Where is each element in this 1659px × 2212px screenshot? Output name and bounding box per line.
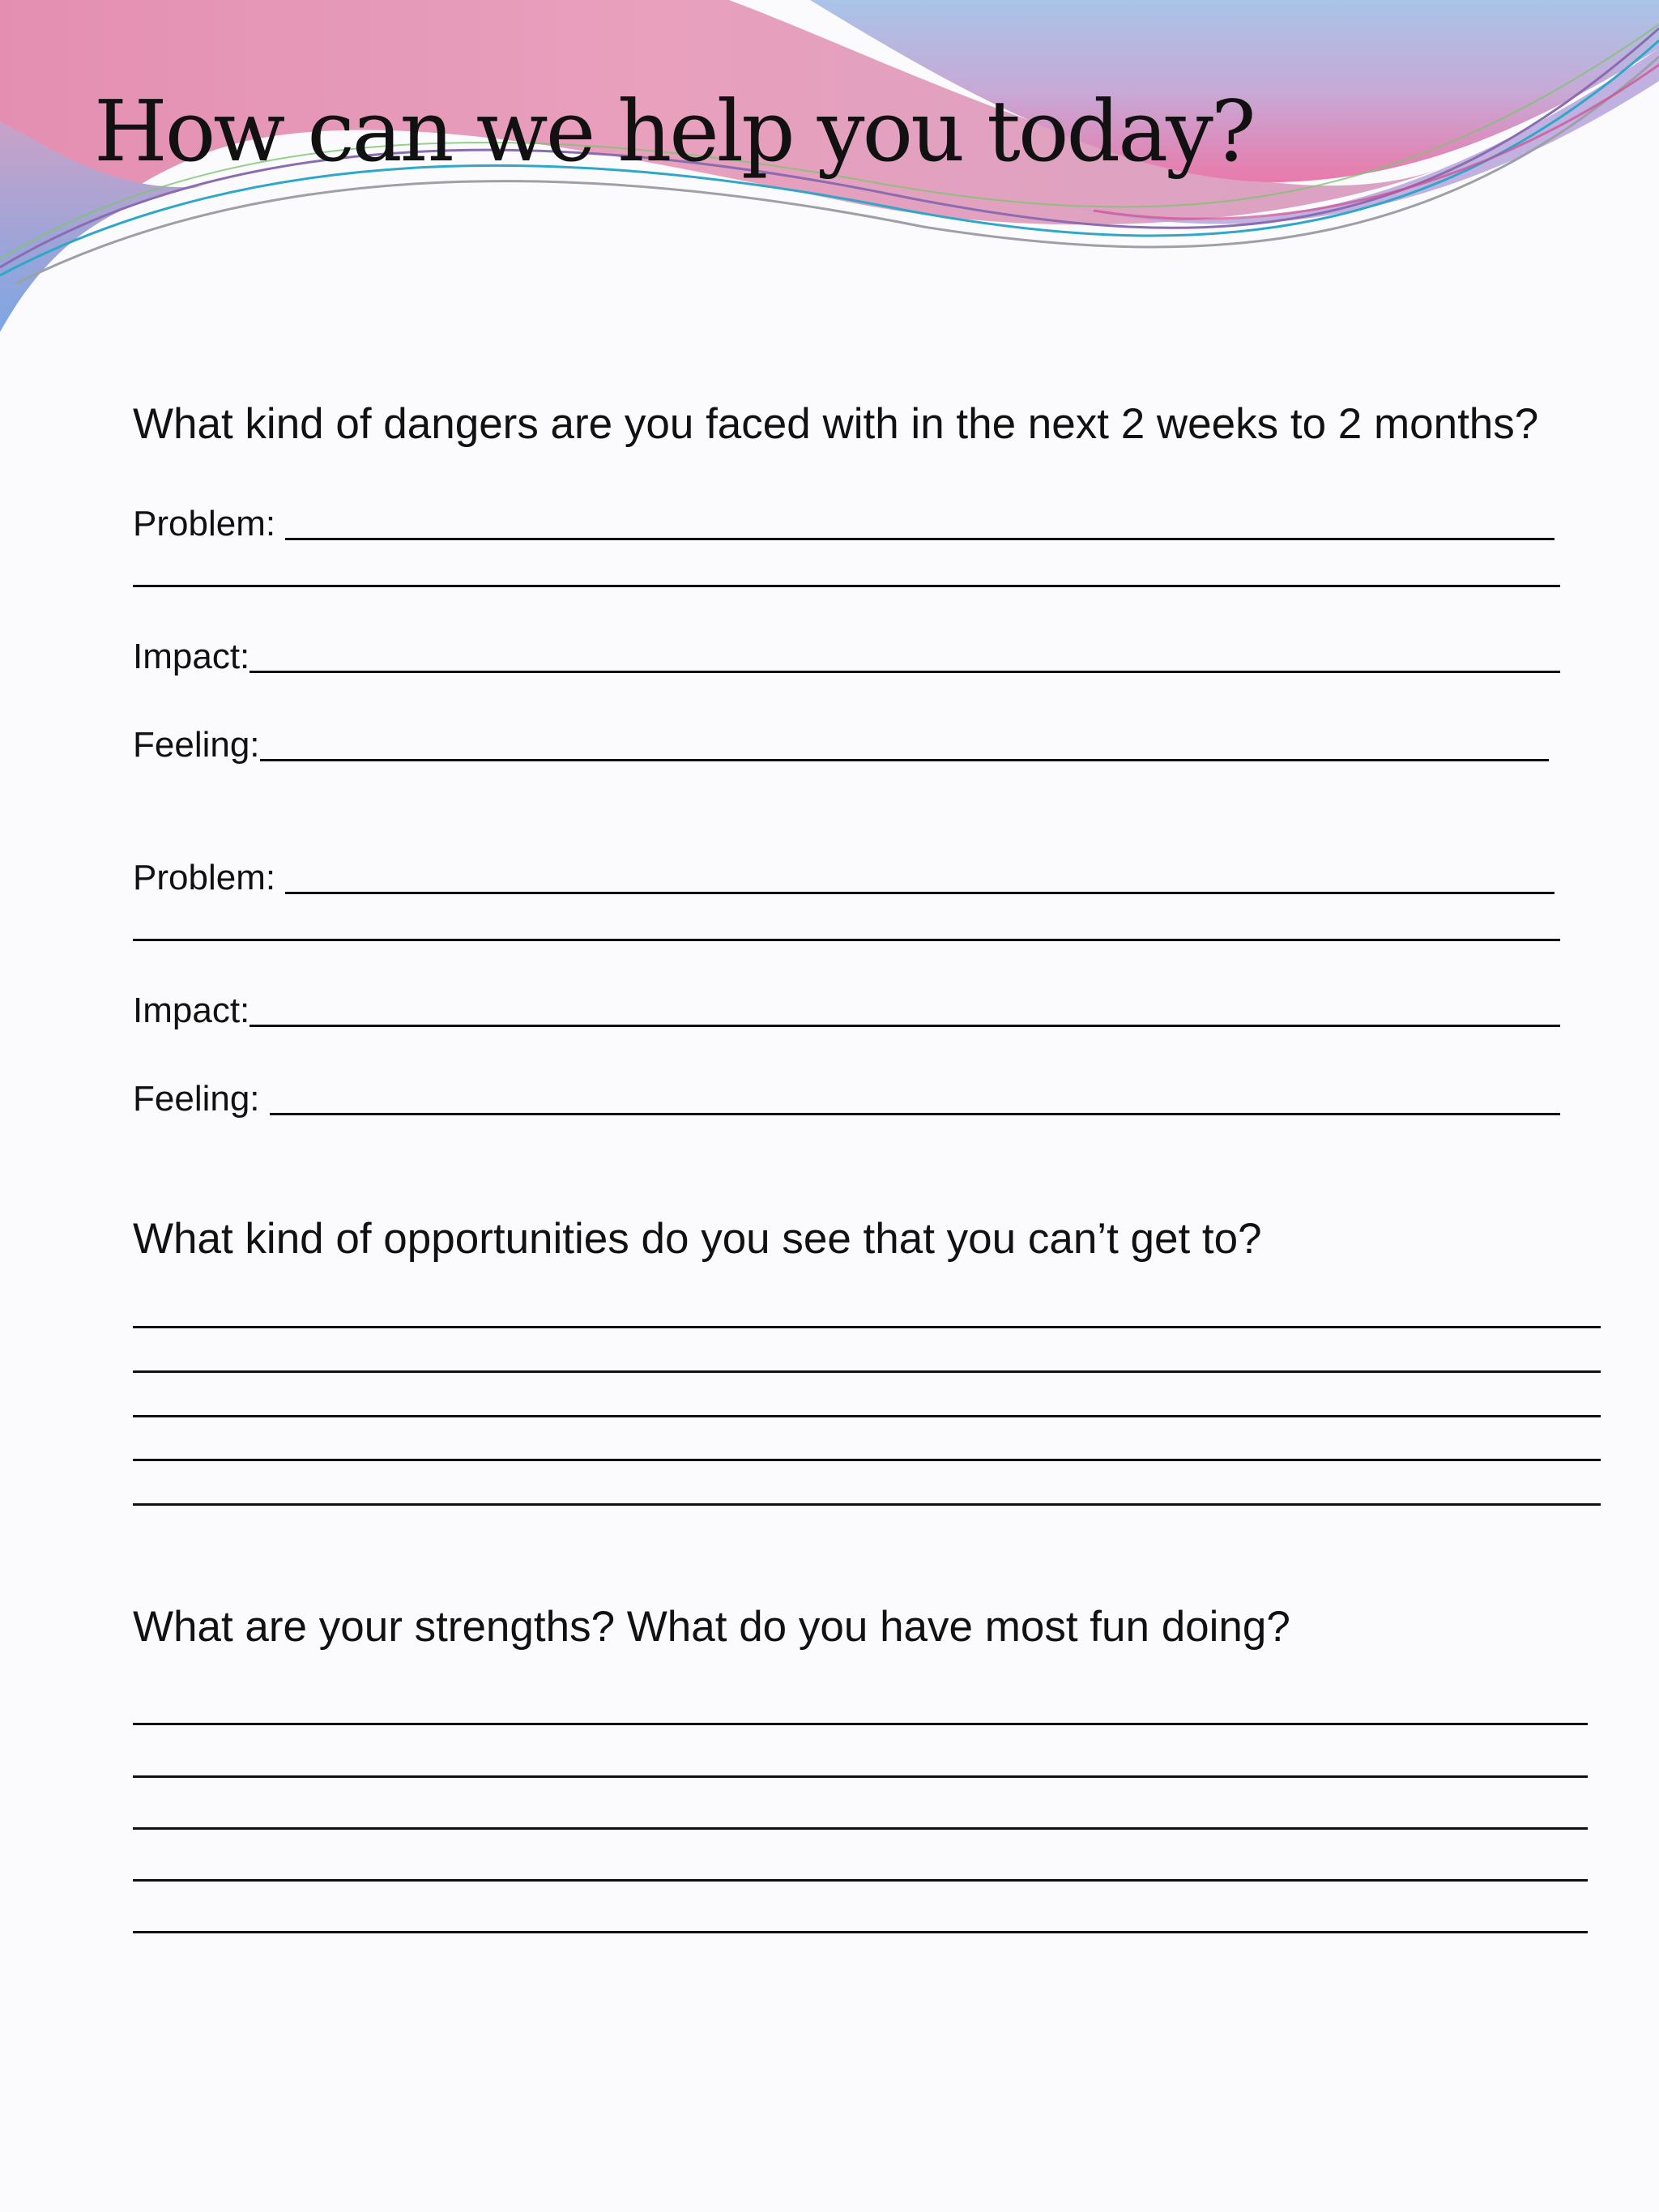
question-strengths: What are your strengths? What do you have most fun doing?: [133, 1603, 1290, 1651]
problem-line-1[interactable]: [285, 538, 1555, 540]
problem-field-1[interactable]: [133, 497, 1555, 545]
opportunities-line-5[interactable]: [133, 1503, 1601, 1506]
strengths-line-5[interactable]: [133, 1931, 1588, 1933]
strengths-line-4[interactable]: [133, 1879, 1588, 1882]
feeling-label-2: Feeling:: [133, 1079, 260, 1119]
question-opportunities: What kind of opportunities do you see that you can’t get to?: [133, 1215, 1262, 1263]
impact-label-1: Impact:: [133, 637, 250, 676]
impact-field-2[interactable]: [133, 983, 1560, 1032]
feeling-field-2[interactable]: [133, 1072, 1560, 1120]
problem-field-2[interactable]: [133, 850, 1555, 899]
feeling-field-1[interactable]: [133, 718, 1549, 766]
strengths-line-3[interactable]: [133, 1827, 1588, 1830]
impact-label-2: Impact:: [133, 991, 250, 1030]
problem-continuation-line-2[interactable]: [133, 939, 1560, 941]
opportunities-line-4[interactable]: [133, 1459, 1601, 1461]
page-title: How can we help you today?: [94, 82, 1254, 181]
opportunities-line-3[interactable]: [133, 1415, 1601, 1417]
question-dangers: What kind of dangers are you faced with in the next 2 weeks to 2 months?: [133, 400, 1539, 448]
strengths-line-2[interactable]: [133, 1775, 1588, 1778]
impact-line-2[interactable]: [249, 1025, 1560, 1027]
feeling-line-2[interactable]: [270, 1113, 1560, 1115]
feeling-line-1[interactable]: [260, 759, 1549, 761]
impact-line-1[interactable]: [249, 671, 1560, 673]
impact-field-1[interactable]: [133, 629, 1560, 678]
feeling-label-1: Feeling:: [133, 725, 260, 765]
problem-continuation-line-1[interactable]: [133, 585, 1560, 587]
problem-label-1: Problem:: [133, 504, 276, 543]
strengths-line-1[interactable]: [133, 1723, 1588, 1725]
opportunities-line-1[interactable]: [133, 1326, 1601, 1328]
problem-line-2[interactable]: [285, 892, 1555, 894]
problem-label-2: Problem:: [133, 858, 276, 897]
opportunities-line-2[interactable]: [133, 1370, 1601, 1373]
